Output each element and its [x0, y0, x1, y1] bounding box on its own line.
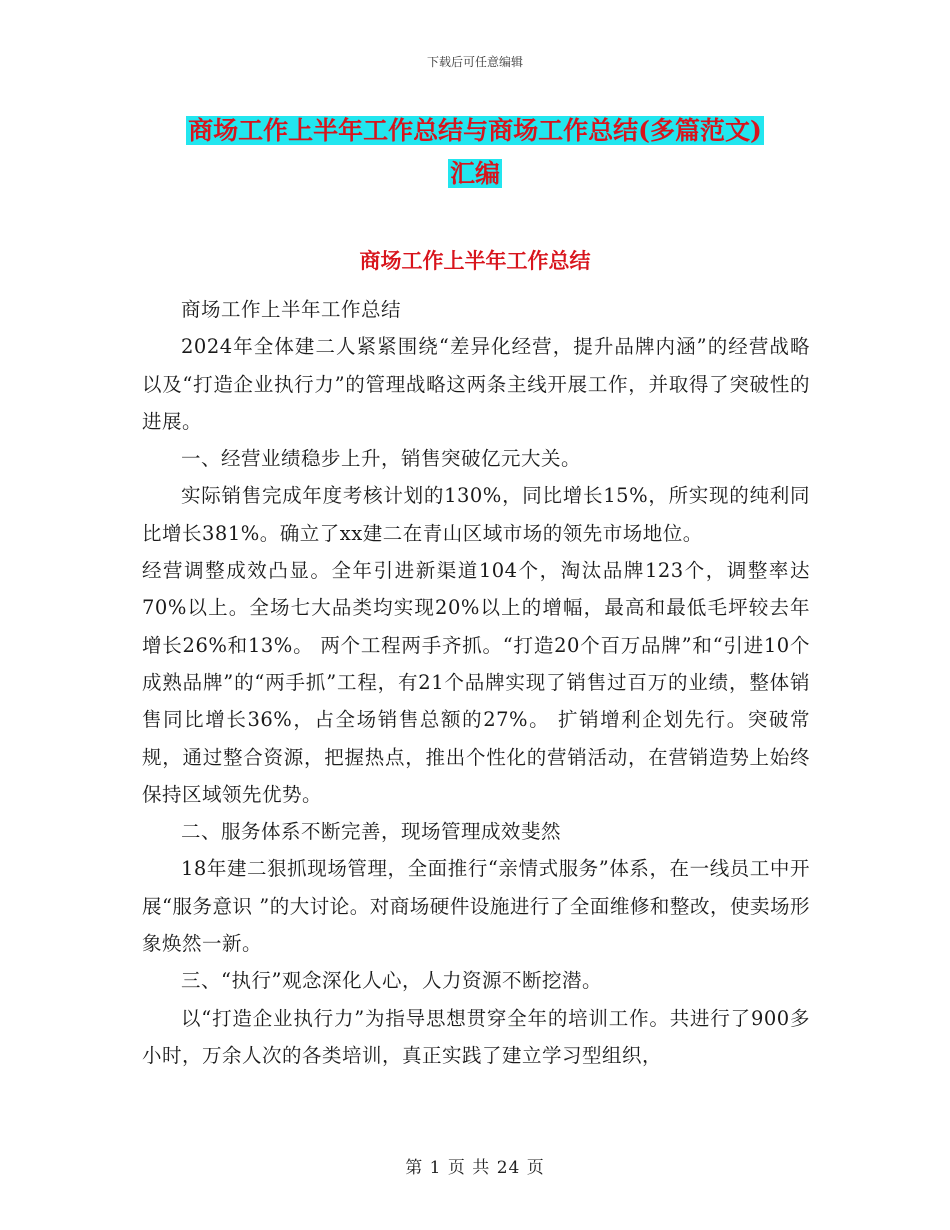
paragraph: 经营调整成效凸显。全年引进新渠道104个，淘汰品牌123个，调整率达70%以上。全场七大品类均实现20%以上的增幅，最高和最低毛坪较去年增长26%和13%。 两个工程两手齐抓。“打造20个百万品牌”和“引进10个成熟品牌”的“两手抓”工程，有21个品牌实现了销售过百万的业绩，整体销售同比增长36%，占全场销售总额的27%。 扩销增利企划先行。突破常规，通过整合资源，把握热点，推出个性化的营销活动，在营销造势上始终保持区域领先优势。 — [142, 559, 810, 806]
page-header-note: 下载后可任意编辑 — [426, 55, 523, 69]
body-text — [142, 291, 810, 1074]
paragraph: 2024年全体建二人紧紧围绕“差异化经营，提升品牌内涵”的经营战略以及“打造企业执行力”的管理战略这两条主线开展工作，并取得了突破性的进展。 — [142, 335, 810, 433]
section-title: 商场工作上半年工作总结 — [359, 248, 591, 273]
document-title-line-1: 商场工作上半年工作总结与商场工作总结(多篇范文) — [188, 116, 762, 145]
paragraph: 商场工作上半年工作总结 — [181, 298, 402, 321]
paragraph: 18年建二狠抓现场管理，全面推行“亲情式服务”体系，在一线员工中开展“服务意识 ”的大讨论。对商场硬件设施进行了全面维修和整改，使卖场形象焕然一新。 — [142, 857, 810, 956]
page-footer: 第 1 页 共 24 页 — [405, 1158, 545, 1178]
document-title-line-2: 汇编 — [449, 159, 500, 188]
paragraph: 实际销售完成年度考核计划的130%，同比增长15%，所实现的纯利同比增长381%。确立了xx建二在青山区域市场的领先市场地位。 — [142, 484, 810, 545]
paragraph: 一、经营业绩稳步上升，销售突破亿元大关。 — [181, 447, 582, 471]
paragraph: 二、服务体系不断完善，现场管理成效斐然 — [181, 820, 562, 844]
paragraph: 三、“执行”观念深化人心，人力资源不断挖潜。 — [181, 969, 602, 993]
paragraph: 以“打造企业执行力”为指导思想贯穿全年的培训工作。共进行了900多小时，万余人次的各类培训，真正实践了建立学习型组织， — [142, 1006, 810, 1067]
